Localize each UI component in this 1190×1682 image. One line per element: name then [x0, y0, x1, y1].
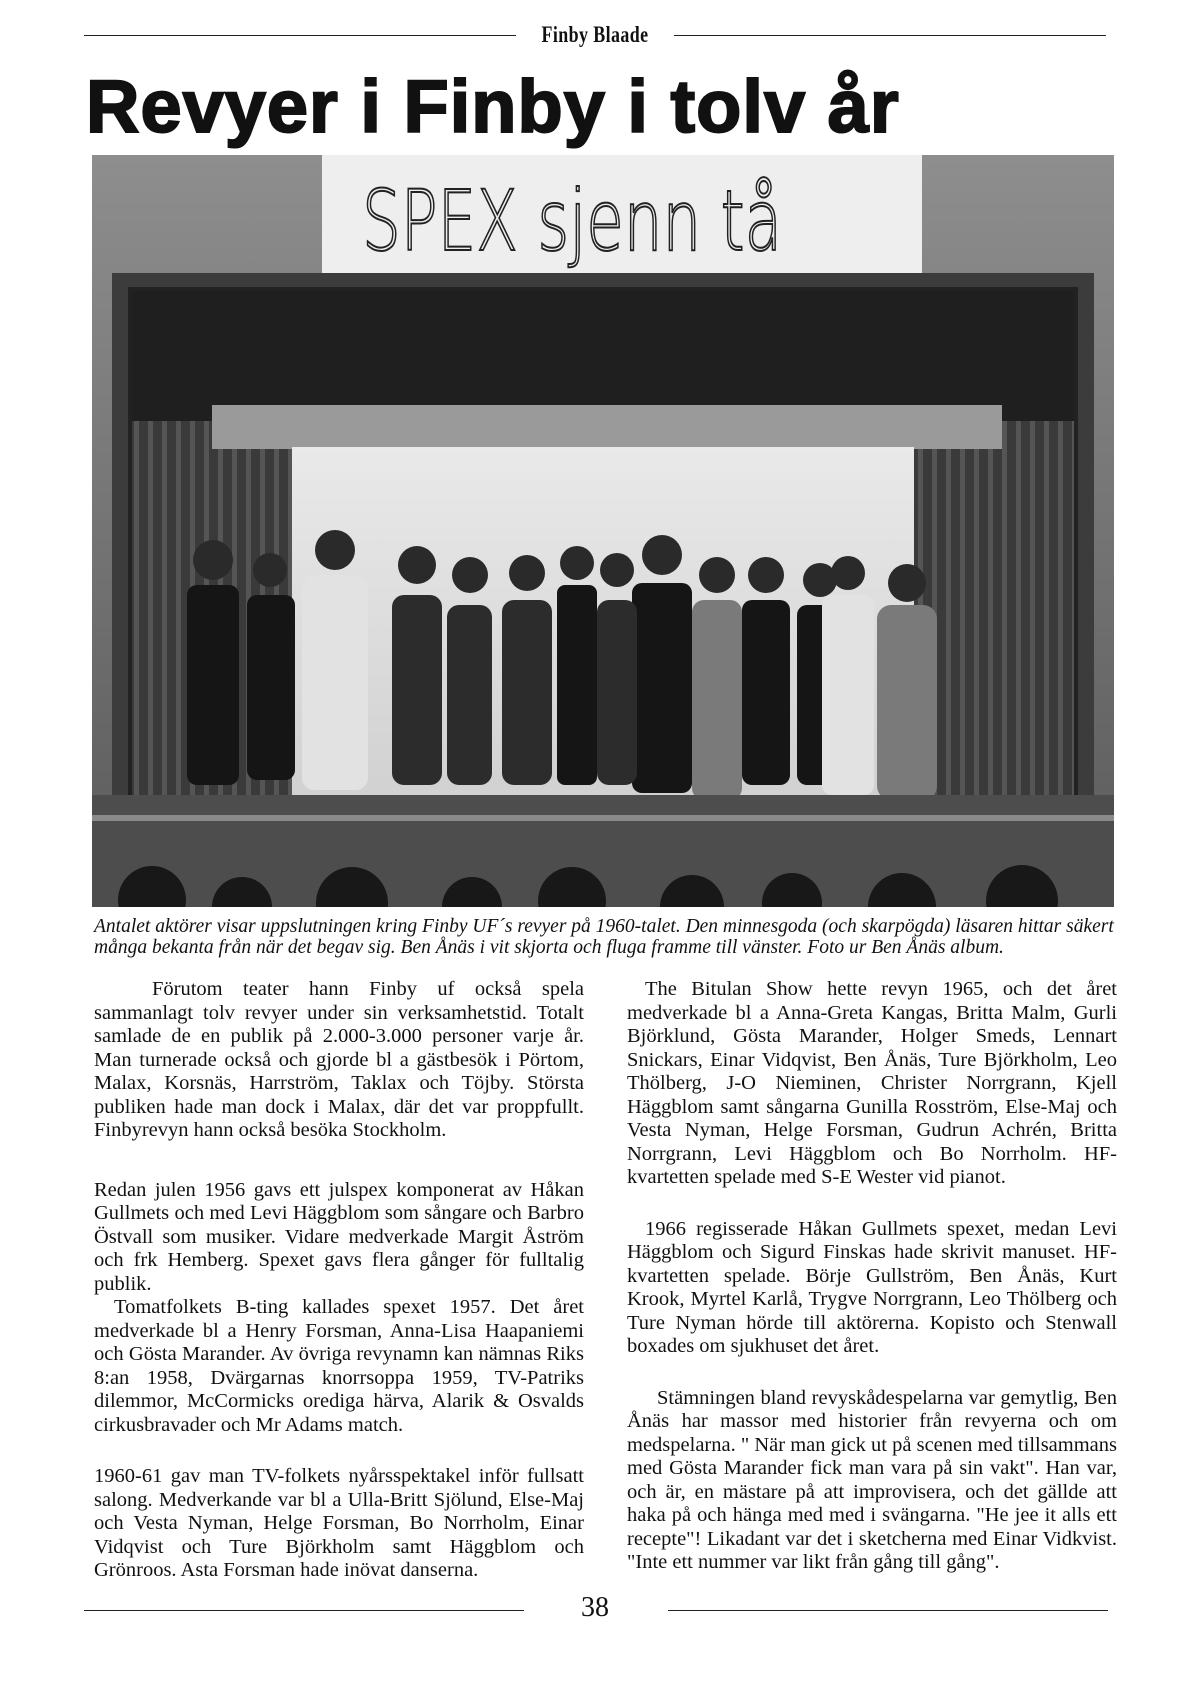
- paragraph: 1960-61 gav man TV-folkets nyårsspektakel inför fullsatt salong. Medverkande var bl a Ulla-Britt Sjölund, Else-Maj och Vesta Nyman, Helge Forsman, Bo Norrholm, Einar Vidqvist och Ture Björkholm samt Häggblom och Grönroos. Asta Forsman hade inövat danserna.: [94, 1465, 584, 1581]
- paragraph: Förutom teater hann Finby uf också spela sammanlagt tolv revyer under sin verksamhetstid. Totalt samlade de en publik på 2.000-3.000 personer varje år. Man turnerade också och gjorde bl a gästbesök i Pörtom, Malax, Korsnäs, Harrström, Taklax och Töjby. Största publiken hade man dock i Malax, där det var proppfullt. Finbyrevyn hann också besöka Stockholm.: [94, 978, 584, 1141]
- paragraph: The Bitulan Show hette revyn 1965, och det året medverkade bl a Anna-Greta Kangas, Britta Malm, Gurli Björklund, Gösta Marander, Holger Smeds, Lennart Snickars, Einar Vidqvist, Ben Ånäs, Ture Björkholm, Leo Thölberg, J-O Nieminen, Christer Norrgrann, Kjell Häggblom samt sångarna Gunilla Rosström, Else-Maj och Vesta Nyman, Helge Forsman, Gudrun Achrén, Britta Norrgrann, Levi Häggblom och Bo Norrholm. HF-kvartetten spelade med S-E Wester vid pianot.: [627, 978, 1117, 1188]
- paragraph: Tomatfolkets B-ting kallades spexet 1957. Det året medverkade bl a Henry Forsman, Anna-Lisa Haapaniemi och Gösta Marander. Av övriga revynamn kan nämnas Riks 8:an 1958, Dvärgarnas knorrsoppa 1959, TV-Patriks dilemmor, McCormicks orediga härva, Alarik & Osvalds cirkusbravader och Mr Adams match.: [94, 1296, 584, 1436]
- paragraph: 1966 regisserade Håkan Gullmets spexet, medan Levi Häggblom och Sigurd Finskas hade skrivit manuset. HF-kvartetten spelade. Börje Gullström, Ben Ånäs, Kurt Krook, Myrtel Karlå, Trygve Norrgrann, Leo Thölberg och Ture Nyman hörde till aktörerna. Kopisto och Stenwall boxades om sjukhuset det året.: [627, 1217, 1117, 1357]
- paragraph: Stämningen bland revyskådespelarna var gemytlig, Ben Ånäs har massor med historier från revyerna och om medspelarna. " När man gick ut på scenen med tillsammans med Gösta Marander fick man vara på sin vakt". Han var, och är, en mästare på att improvisera, och det gällde att haka på och hänga med med i svängarna. "He jee it alls ett recepte"! Likadant var det i sketcherna med Einar Vidkvist. "Inte ett nummer var likt från gång till gång".: [627, 1386, 1117, 1573]
- publication-name: Finby Blaade: [541, 22, 649, 47]
- footer-rule-left: [84, 1610, 524, 1611]
- page-number: 38: [581, 1592, 609, 1623]
- header-rule-left: [84, 35, 516, 36]
- paragraph: Redan julen 1956 gavs ett julspex komponerat av Håkan Gullmets och med Levi Häggblom som sångare och Barbro Östvall som musiker. Vidare medverkade Margit Åström och frk Hemberg. Spexet gavs flera gånger för fulltalig publik.: [94, 1178, 584, 1295]
- photo-caption: Antalet aktörer visar uppslutningen kring Finby UF´s revyer på 1960-talet. Den minnesgoda (och skarpögda) läsaren hittar säkert många bekanta från när det begav sig. Ben Ånäs i vit skjorta och fluga framme till vänster. Foto ur Ben Ånäs album.: [94, 916, 1114, 958]
- photo-banner-text: SPEX sjenn tå: [362, 172, 782, 270]
- right-column: [627, 978, 1117, 1603]
- stage-photo: [92, 155, 1114, 907]
- left-column: [94, 978, 584, 1611]
- header-rule-right: [674, 35, 1106, 36]
- footer-rule-right: [668, 1610, 1108, 1611]
- article-title: Revyer i Finby i tolv år: [86, 65, 900, 148]
